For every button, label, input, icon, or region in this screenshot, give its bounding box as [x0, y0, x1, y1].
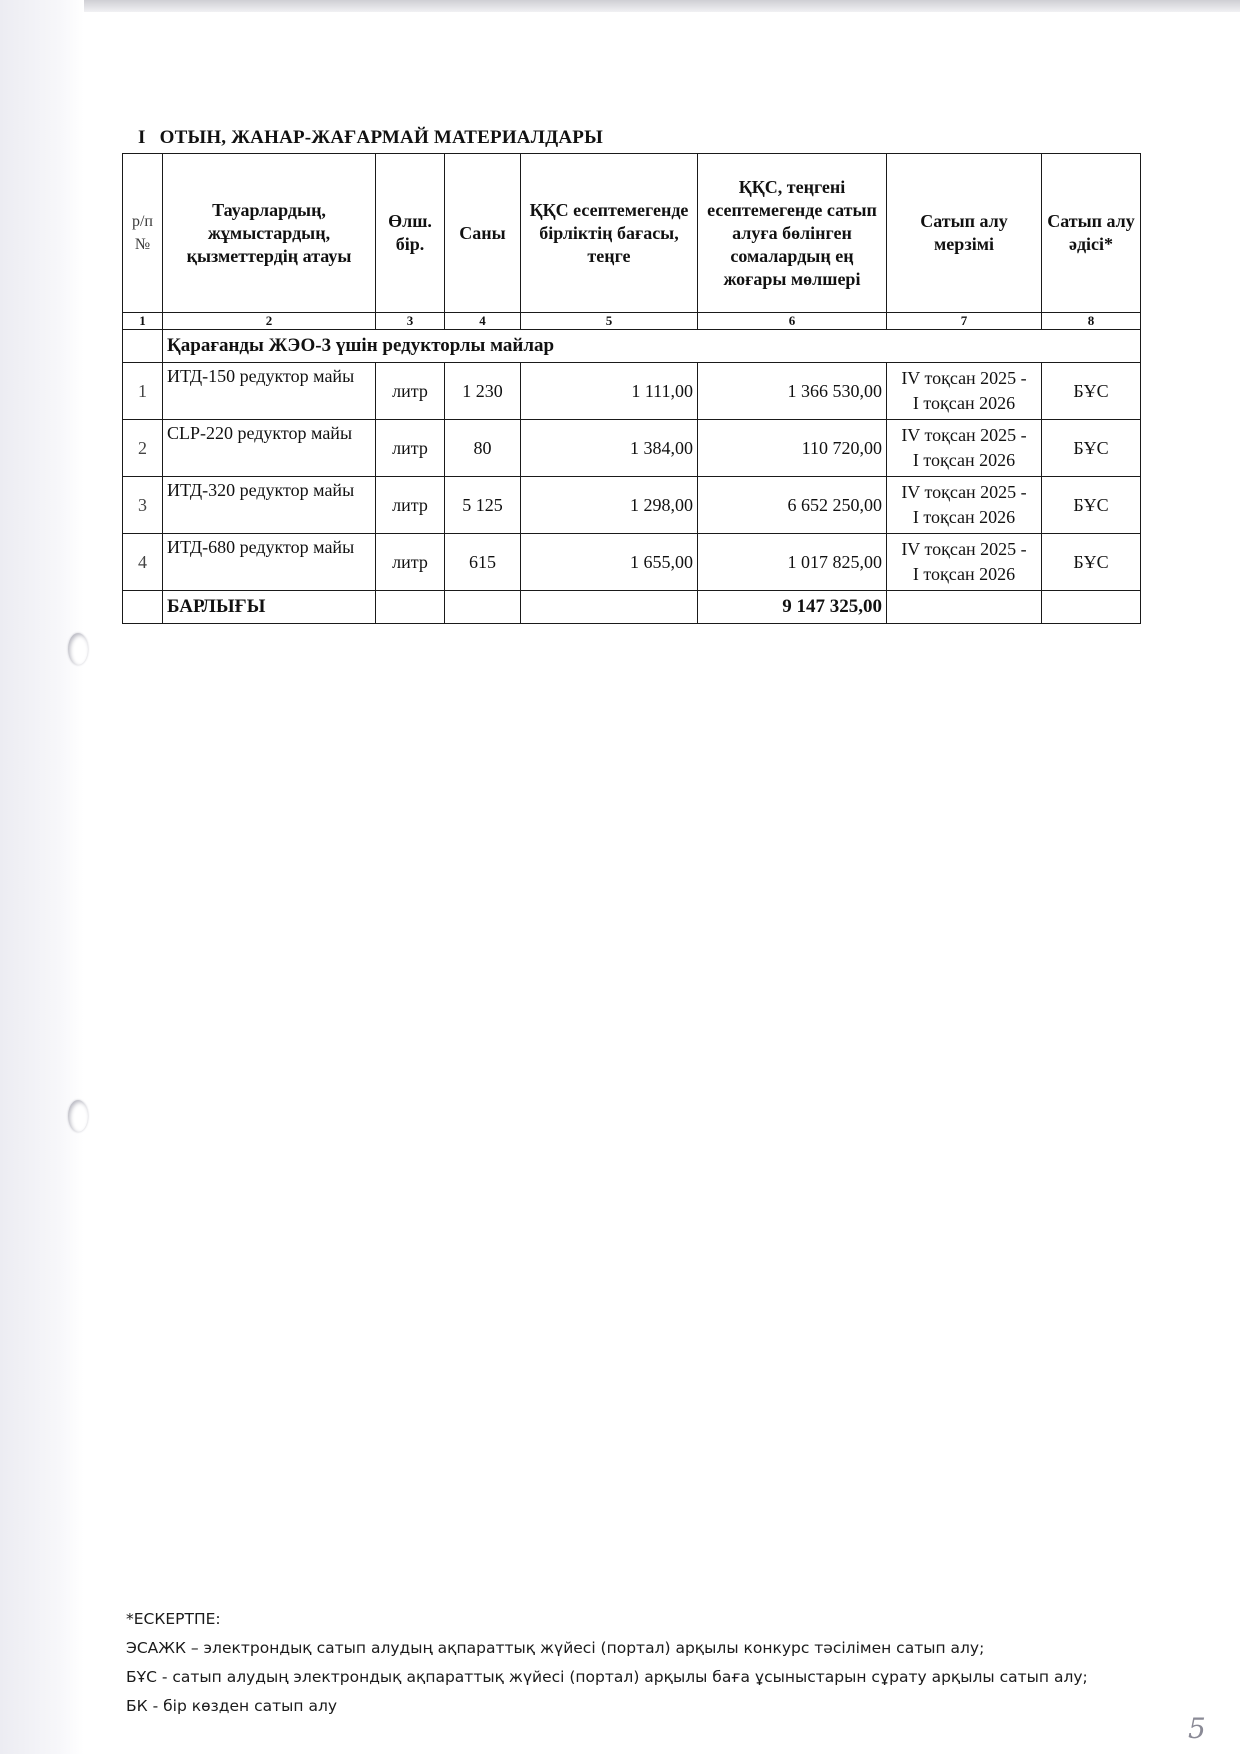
- group-row: [123, 330, 1141, 363]
- column-number: 4: [445, 313, 521, 330]
- header-max-amount: ҚҚС, теңгені есептемегенде сатып алуға бөлінген сомалардың ең жоғары мөлшері: [698, 154, 887, 313]
- procurement-table: [122, 153, 1141, 624]
- item-amount: 1 366 530,00: [698, 363, 887, 420]
- column-number: 3: [376, 313, 445, 330]
- scan-left-shadow: [0, 0, 84, 1754]
- item-unit: литр: [376, 477, 445, 534]
- period-end: I тоқсан 2026: [912, 564, 1016, 584]
- section-title: [138, 127, 603, 149]
- row-number: 3: [123, 477, 163, 534]
- column-number: 6: [698, 313, 887, 330]
- period-start: IV тоқсан 2025 -: [901, 539, 1027, 559]
- header-period: Сатып алу мерзімі: [887, 154, 1042, 313]
- item-method: БҰС: [1042, 477, 1141, 534]
- item-amount: 1 017 825,00: [698, 534, 887, 591]
- item-unit: литр: [376, 534, 445, 591]
- section-title-text: ОТЫН, ЖАНАР-ЖАҒАРМАЙ МАТЕРИАЛДАРЫ: [159, 127, 603, 148]
- item-unit: литр: [376, 363, 445, 420]
- item-period: [887, 420, 1042, 477]
- item-name: ИТД-320 редуктор майы: [163, 477, 376, 534]
- item-qty: 615: [445, 534, 521, 591]
- header-row: [123, 154, 1141, 313]
- note-line: БҰС - сатып алудың электрондық ақпараттық жүйесі (портал) арқылы баға ұсыныстарын сұрату арқылы сатып алу;: [126, 1668, 1088, 1686]
- item-method: БҰС: [1042, 534, 1141, 591]
- table-row: [123, 477, 1141, 534]
- row-number: 4: [123, 534, 163, 591]
- note-line: ЭСАЖК – электрондық сатып алудың ақпараттық жүйесі (портал) арқылы конкурс тәсілімен сатып алу;: [126, 1639, 985, 1657]
- item-period: [887, 477, 1042, 534]
- column-number: 8: [1042, 313, 1141, 330]
- period-start: IV тоқсан 2025 -: [901, 425, 1027, 445]
- column-number: 5: [521, 313, 698, 330]
- column-number: 1: [123, 313, 163, 330]
- header-method: Сатып алу әдісі*: [1042, 154, 1141, 313]
- notes-heading: *ЕСКЕРТПЕ:: [126, 1610, 221, 1628]
- total-amount: 9 147 325,00: [698, 591, 887, 624]
- page-number: 5: [1188, 1712, 1206, 1745]
- item-amount: 6 652 250,00: [698, 477, 887, 534]
- item-period: [887, 363, 1042, 420]
- period-end: I тоқсан 2026: [912, 507, 1016, 527]
- table-row: [123, 363, 1141, 420]
- total-row: [123, 591, 1141, 624]
- item-qty: 5 125: [445, 477, 521, 534]
- item-price: 1 384,00: [521, 420, 698, 477]
- item-name: CLP-220 редуктор майы: [163, 420, 376, 477]
- item-method: БҰС: [1042, 363, 1141, 420]
- item-method: БҰС: [1042, 420, 1141, 477]
- item-name: ИТД-680 редуктор майы: [163, 534, 376, 591]
- column-number-row: [123, 313, 1141, 330]
- note-line: БК - бір көзден сатып алу: [126, 1697, 338, 1715]
- header-qty: Саны: [445, 154, 521, 313]
- punch-hole-bottom: [68, 1100, 88, 1132]
- period-start: IV тоқсан 2025 -: [901, 482, 1027, 502]
- item-qty: 1 230: [445, 363, 521, 420]
- row-number: 2: [123, 420, 163, 477]
- table-row: [123, 420, 1141, 477]
- period-end: I тоқсан 2026: [912, 393, 1016, 413]
- header-unit: Өлш. бір.: [376, 154, 445, 313]
- item-period: [887, 534, 1042, 591]
- section-number: I: [138, 127, 146, 148]
- item-price: 1 298,00: [521, 477, 698, 534]
- item-price: 1 111,00: [521, 363, 698, 420]
- header-name: Тауарлардың, жұмыстардың, қызметтердің атауы: [163, 154, 376, 313]
- item-amount: 110 720,00: [698, 420, 887, 477]
- group-title: Қарағанды ЖЭО-3 үшін редукторлы майлар: [163, 330, 1141, 363]
- period-start: IV тоқсан 2025 -: [901, 368, 1027, 388]
- scan-edge: [0, 0, 1240, 12]
- table-row: [123, 534, 1141, 591]
- item-qty: 80: [445, 420, 521, 477]
- column-number: 2: [163, 313, 376, 330]
- item-price: 1 655,00: [521, 534, 698, 591]
- header-num: р/п №: [123, 154, 163, 313]
- header-unit-price: ҚҚС есептемегенде бірліктің бағасы, теңге: [521, 154, 698, 313]
- item-unit: литр: [376, 420, 445, 477]
- total-label: БАРЛЫҒЫ: [163, 591, 376, 624]
- column-number: 7: [887, 313, 1042, 330]
- notes-block: [126, 1605, 1206, 1721]
- row-number: 1: [123, 363, 163, 420]
- period-end: I тоқсан 2026: [912, 450, 1016, 470]
- punch-hole-top: [68, 633, 88, 665]
- item-name: ИТД-150 редуктор майы: [163, 363, 376, 420]
